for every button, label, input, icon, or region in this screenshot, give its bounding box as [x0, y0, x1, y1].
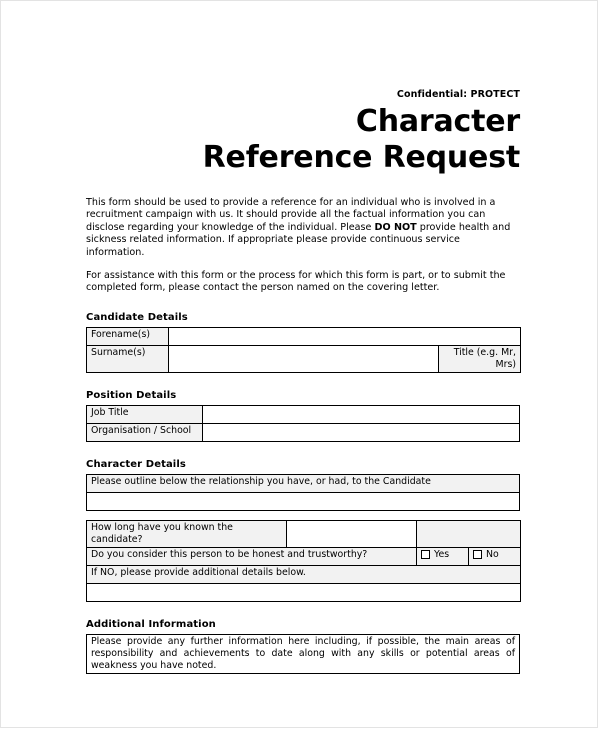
table-row [87, 520, 521, 547]
intro-paragraph-1-part-1: This form should be used to provide a reference for an individual who is involved in a recruitment campaign with us. It should provide all the factual information you can disclose regarding your knowledge of the individual. Please [86, 197, 496, 233]
checkbox-icon-yes[interactable] [421, 550, 430, 559]
page-title [86, 104, 520, 176]
document-content [86, 1, 520, 674]
candidate-details-table [86, 327, 521, 373]
how-long-known-input[interactable] [287, 520, 417, 547]
section-heading-additional-information: Additional Information [86, 618, 216, 630]
relationship-input[interactable] [87, 492, 520, 510]
checkbox-icon-no[interactable] [473, 550, 482, 559]
honest-trustworthy-question: Do you consider this person to be honest and trustworthy? [87, 547, 417, 565]
table-row [87, 327, 521, 345]
table-row [87, 405, 520, 423]
honest-trustworthy-no-cell[interactable] [469, 547, 521, 565]
title-label: Title (e.g. Mr, Mrs) [439, 345, 521, 372]
classification-marking: Confidential: PROTECT [396, 89, 520, 100]
organisation-label: Organisation / School [87, 423, 203, 441]
surname-input[interactable] [169, 345, 439, 372]
additional-information-prompt: Please provide any further information here including, if possible, the main areas of responsibility and achievements to date along with any skills or potential areas of weakness you have noted. [87, 634, 520, 673]
intro-paragraph-1-part-2: provide health and sickness related information. If appropriate please provide continuous service information. [86, 221, 511, 258]
honest-trustworthy-yes-cell[interactable] [417, 547, 469, 565]
section-heading-candidate-details: Candidate Details [86, 311, 188, 323]
job-title-input[interactable] [203, 405, 520, 423]
character-details-relationship-table [86, 474, 520, 511]
page-title-line-1: Character [355, 104, 520, 139]
table-row [87, 474, 520, 492]
intro-text [86, 197, 520, 295]
if-no-prompt: If NO, please provide additional details below. [87, 565, 521, 583]
table-row [87, 345, 521, 372]
section-heading-position-details: Position Details [86, 389, 177, 401]
surname-label: Surname(s) [87, 345, 169, 372]
table-row [87, 492, 520, 510]
character-details-questions-table [86, 520, 521, 602]
additional-information-table [86, 634, 520, 674]
table-row [87, 423, 520, 441]
intro-paragraph-2: For assistance with this form or the process for which this form is part, or to submit the completed form, please contact the person named on the covering letter. [86, 270, 506, 294]
page-title-line-2: Reference Request [202, 140, 520, 175]
intro-emphasis-do-not: DO NOT [374, 221, 417, 233]
job-title-label: Job Title [87, 405, 203, 423]
intro-paragraph-1 [86, 197, 520, 259]
forename-label: Forename(s) [87, 327, 169, 345]
organisation-input[interactable] [203, 423, 520, 441]
table-row [87, 634, 520, 673]
checkbox-label-no: No [486, 548, 499, 560]
table-row [87, 565, 521, 583]
table-row [87, 547, 521, 565]
how-long-known-spacer-cell [417, 520, 521, 547]
relationship-prompt: Please outline below the relationship you have, or had, to the Candidate [87, 474, 520, 492]
how-long-known-label: How long have you known the candidate? [87, 520, 287, 547]
position-details-table [86, 405, 520, 442]
checkbox-label-yes: Yes [434, 548, 450, 560]
section-heading-character-details: Character Details [86, 458, 186, 470]
spacer [86, 511, 520, 520]
forename-input[interactable] [169, 327, 521, 345]
if-no-details-textarea[interactable] [87, 583, 521, 601]
table-row [87, 583, 521, 601]
